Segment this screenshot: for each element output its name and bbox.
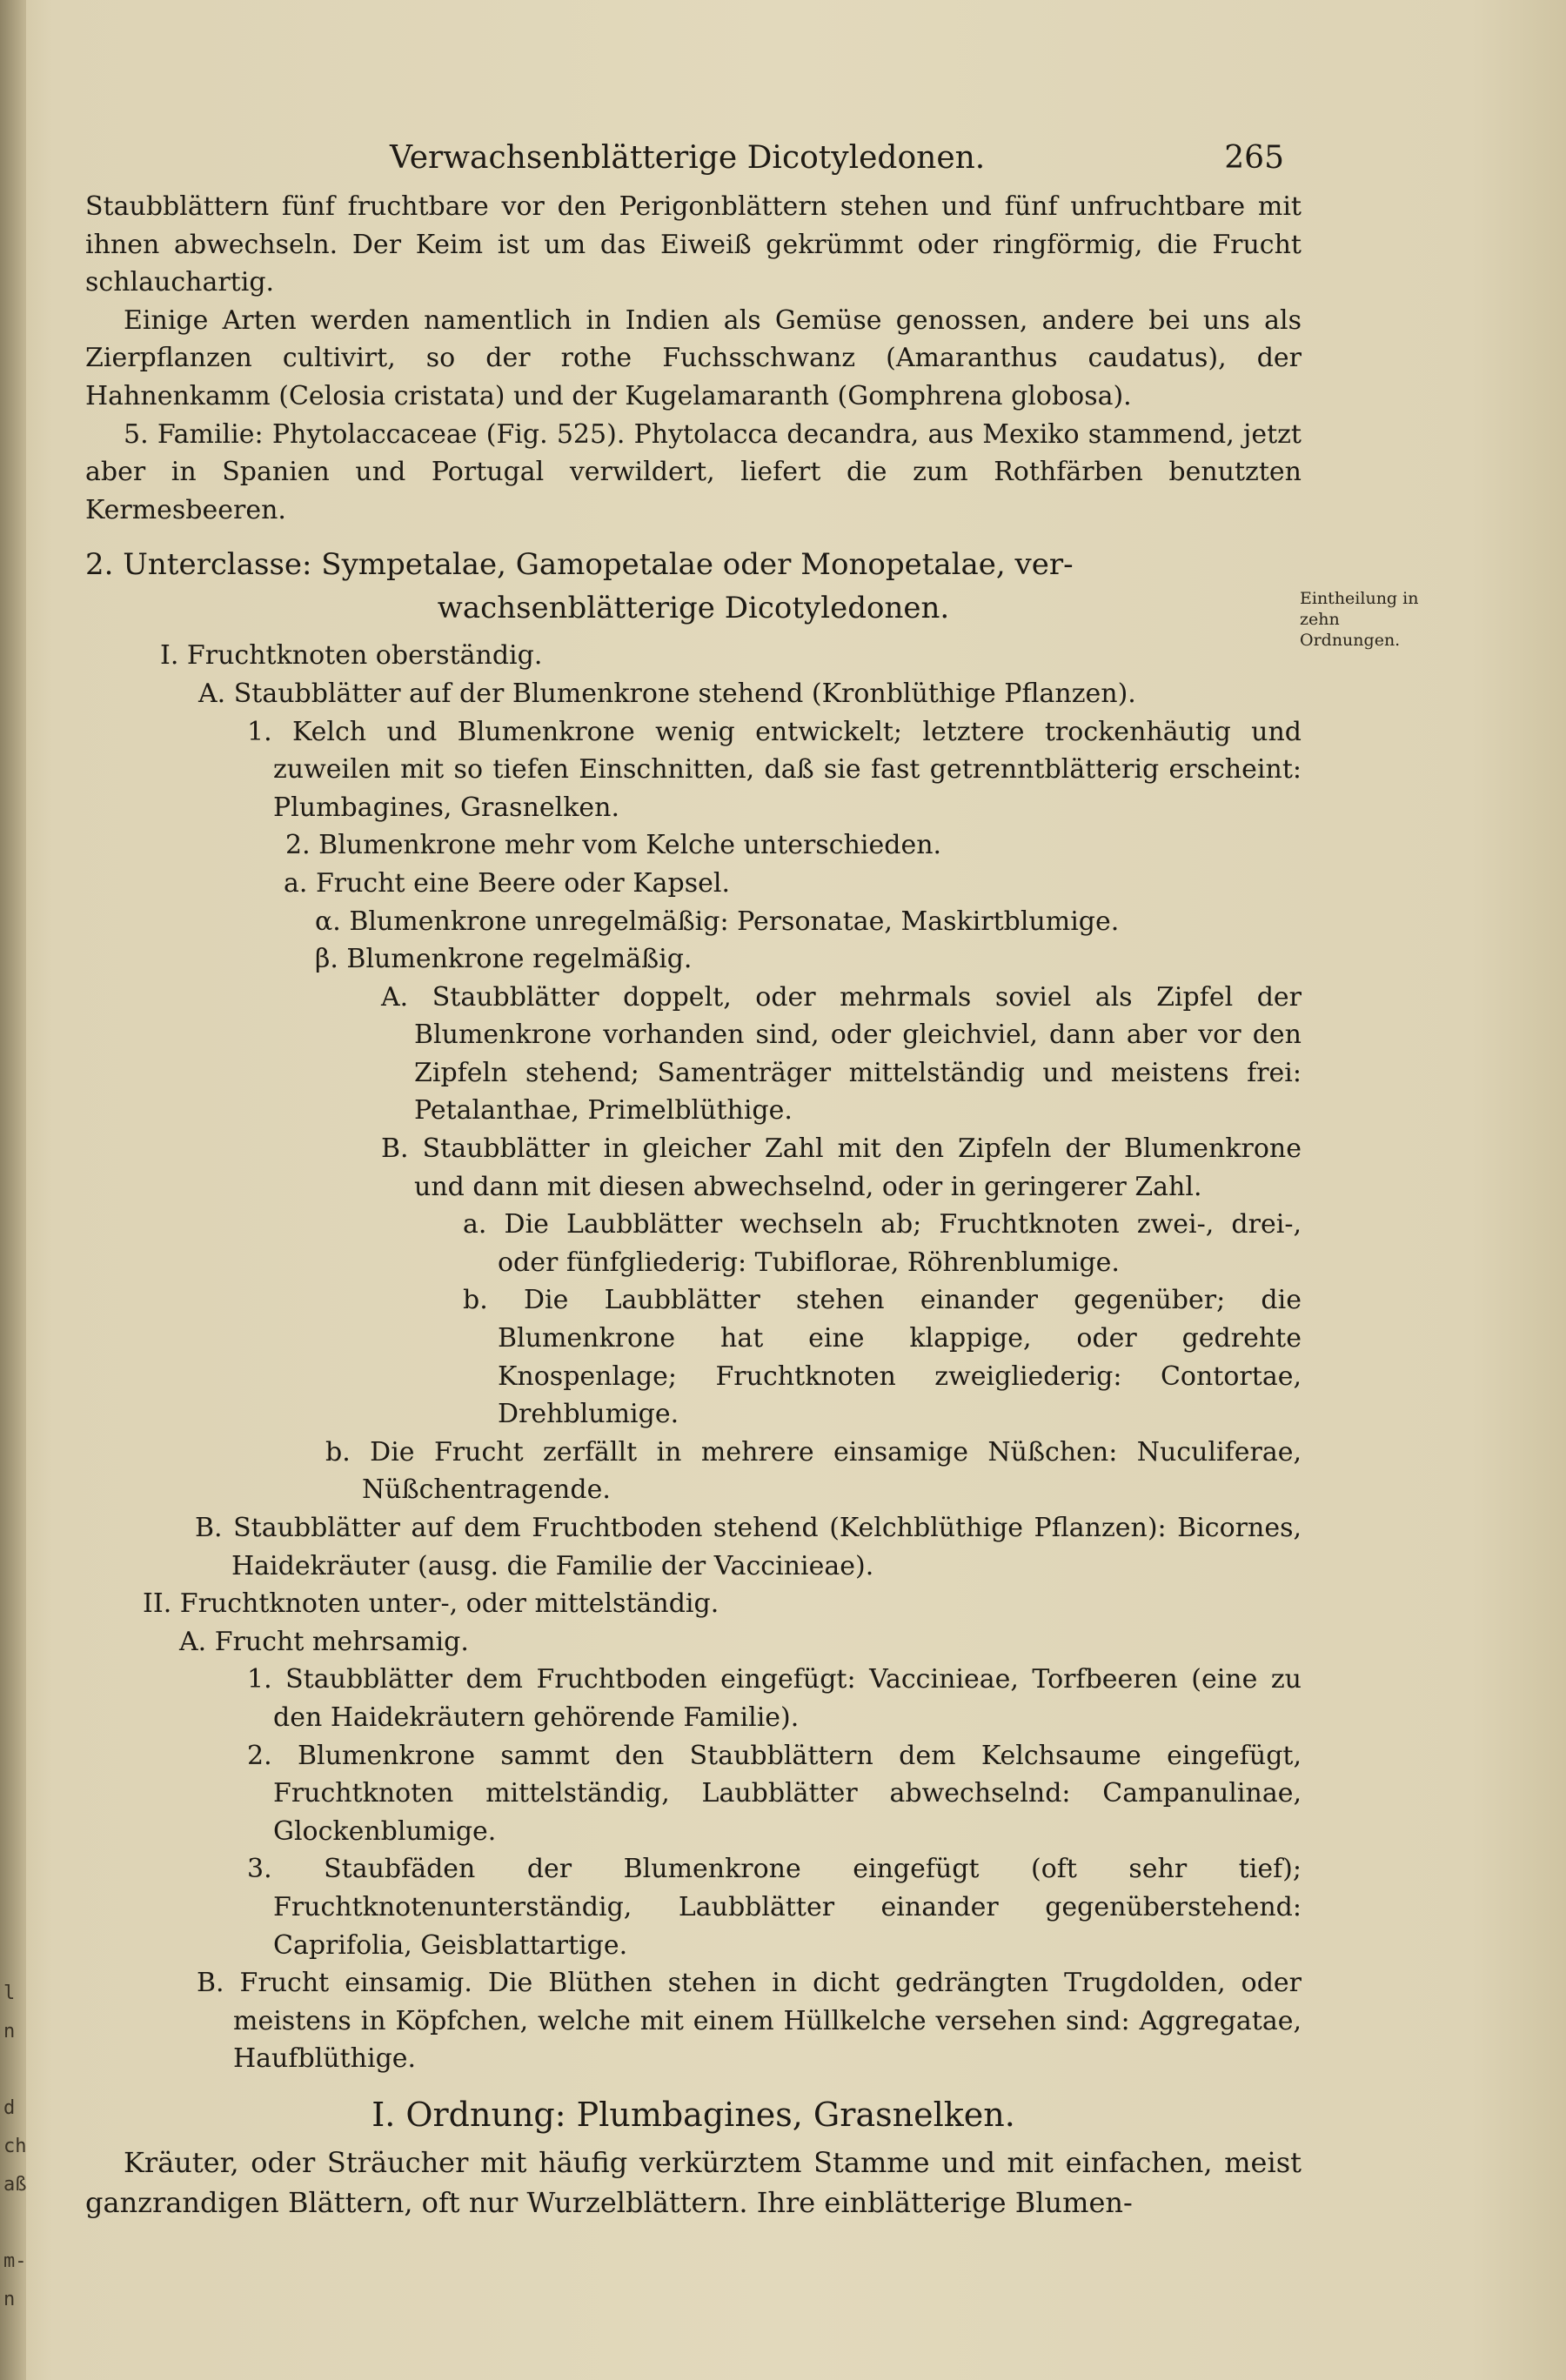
margin-note: Eintheilung in zehn Ordnungen. [1300,589,1419,650]
key-entry: 3. Staubfäden der Blumenkrone eingefügt (oft sehr tief); Fruchtknotenunterständig, Laubblätter einander gegenüberstehend: Caprifolia, Geisblattartige. [247,1854,1302,1961]
margin-fragment [3,2204,24,2243]
running-title: Verwachsenblätterige Dicotyledonen. [390,140,986,176]
key-entry: 1. Staubblätter dem Fruchtboden eingefügt: Vaccinieae, Torfbeeren (eine zu den Haidekräutern gehörende Familie). [247,1664,1302,1733]
key-entry: a. Die Laubblätter wechseln ab; Fruchtknoten zwei-, drei-, oder fünfgliederig: Tubiflorae, Röhrenblumige. [463,1209,1302,1278]
key-entry: A. Frucht mehrsamig. [179,1626,469,1657]
key-entry: a. Frucht eine Beere oder Kapsel. [284,867,730,899]
running-header [85,139,1302,188]
intro-paragraph: Staubblättern fünf fruchtbare vor den Perigonblättern stehen und fünf unfruchtbare mit ihnen abwechseln. Der Keim ist um das Eiweiß gekrümmt oder ringförmig, die Frucht schlauchartig. [85,191,1302,298]
margin-fragment: d [3,2097,16,2119]
margin-fragment: n [3,2289,16,2310]
key-entry: I. Fruchtknoten oberständig. [160,640,543,672]
page-number: 265 [1224,140,1284,176]
key-entry: β. Blumenkrone regelmäßig. [315,944,693,975]
key-entry: 2. Blumenkrone mehr vom Kelche unterschieden. [285,830,942,861]
key-entry: 1. Kelch und Blumenkrone wenig entwickelt; letztere trockenhäutig und zuweilen mit so tiefen Einschnitten, daß sie fast getrenntblätterig erscheint: Plumbagines, Grasnelken. [247,716,1302,823]
margin-fragment: l [3,1982,16,2004]
order-heading: I. Ordnung: Plumbagines, Grasnelken. [371,2095,1015,2134]
key-entry: α. Blumenkrone unregelmäßig: Personatae, Maskirtblumige. [315,906,1120,937]
key-entry: 2. Blumenkrone sammt den Staubblättern dem Kelchsaume eingefügt, Fruchtknoten mittelständig, Laubblätter abwechselnd: Campanulinae, Glockenblumige. [247,1740,1302,1847]
key-entry: II. Fruchtknoten unter-, oder mittelständig. [143,1588,719,1620]
margin-fragment: aß [3,2174,27,2196]
key-entry: b. Die Laubblätter stehen einander gegenüber; die Blumenkrone hat eine klappige, oder gedrehte Knospenlage; Fruchtknoten zweigliederig: Contortae, Drehblumige. [463,1285,1302,1430]
order-description: Kräuter, oder Sträucher mit häufig verkürztem Stamme und mit einfachen, meist ganzrandigen Blättern, oft nur Wurzelblättern. Ihre einblätterige Blumen- [85,2145,1302,2219]
key-entry: b. Die Frucht zerfällt in mehrere einsamige Nüßchen: Nuculiferae, Nüßchentragende. [325,1436,1302,1506]
margin-fragment: ch [3,2136,27,2157]
key-entry: B. Frucht einsamig. Die Blüthen stehen in dicht gedrängten Trugdolden, oder meistens in Köpfchen, welche mit einem Hüllkelche versehen sind: Aggregatae, Haufblüthige. [197,1968,1302,2075]
key-entry: B. Staubblätter auf dem Fruchtboden stehend (Kelchblüthige Pflanzen): Bicornes, Haidekräuter (ausg. die Familie der Vaccinieae). [195,1513,1302,1581]
page-body [85,139,1302,2223]
classification-key [85,637,1302,2078]
subclass-heading [85,543,1302,630]
key-entry: A. Staubblätter doppelt, oder mehrmals soviel als Zipfel der Blumenkrone vorhanden sind, oder gleichviel, dann aber vor den Zipfeln stehend; Samenträger mittelständig und meistens frei: Petalanthae, Primelblüthige. [381,981,1302,1126]
margin-fragment [3,2051,24,2089]
margin-fragment: n [3,2021,16,2042]
left-margin-fragments [3,1975,27,2319]
intro-paragraph: 5. Familie: Phytolaccaceae (Fig. 525). Phytolacca decandra, aus Mexiko stammend, jetzt aber in Spanien und Portugal verwildert, liefert die zum Rothfärben benutzten Kermesbeeren. [85,418,1302,525]
subclass-heading-line: wachsenblätterige Dicotyledonen. [437,591,950,626]
margin-fragment: m- [3,2250,27,2272]
key-entry: A. Staubblätter auf der Blumenkrone stehend (Kronblüthige Pflanzen). [198,678,1136,709]
subclass-heading-line: 2. Unterclasse: Sympetalae, Gamopetalae oder Monopetalae, ver- [85,547,1074,583]
key-entry: B. Staubblätter in gleicher Zahl mit den Zipfeln der Blumenkrone und dann mit diesen abwechselnd, oder in geringerer Zahl. [381,1133,1302,1202]
intro-paragraph: Einige Arten werden namentlich in Indien als Gemüse genossen, andere bei uns als Zierpflanzen cultivirt, so der rothe Fuchsschwanz (Amaranthus caudatus), der Hahnenkamm (Celosia cristata) und der Kugelamaranth (Gomphrena globosa). [85,304,1302,411]
